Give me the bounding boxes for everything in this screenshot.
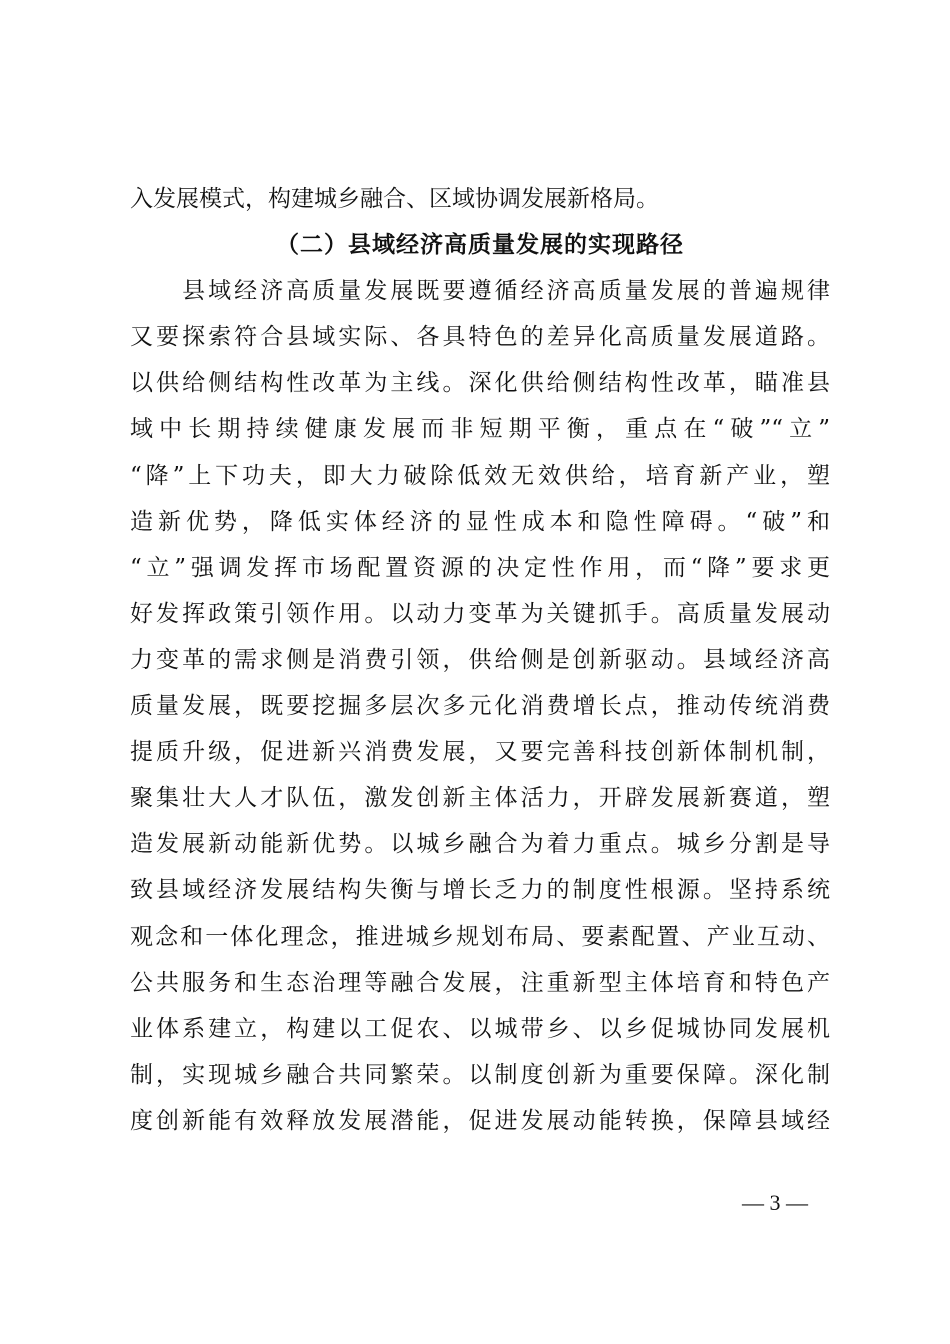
paragraph-line: 好发挥政策引领作用。以动力变革为关键抓手。高质量发展动 xyxy=(130,600,830,627)
paragraph-line: 县域经济高质量发展既要遵循经济高质量发展的普遍规律 xyxy=(130,278,830,305)
paragraph-line: “降”上下功夫，即大力破除低效无效供给，培育新产业，塑 xyxy=(130,462,830,489)
body-text xyxy=(130,176,830,1144)
paragraph-line: 业体系建立，构建以工促农、以城带乡、以乡促城协同发展机 xyxy=(130,1015,830,1042)
paragraph-line: 聚集壮大人才队伍，激发创新主体活力，开辟发展新赛道，塑 xyxy=(130,785,830,812)
paragraph-line: 以供给侧结构性改革为主线。深化供给侧结构性改革，瞄准县 xyxy=(130,370,830,397)
paragraph-line: 造发展新动能新优势。以城乡融合为着力重点。城乡分割是导 xyxy=(130,831,830,858)
paragraph-line: 质量发展，既要挖掘多层次多元化消费增长点，推动传统消费 xyxy=(130,693,830,720)
paragraph-line: “立”强调发挥市场配置资源的决定性作用，而“降”要求更 xyxy=(130,554,830,581)
paragraph-line: 域中长期持续健康发展而非短期平衡，重点在“破”“立” xyxy=(130,416,830,443)
paragraph-line: 观念和一体化理念，推进城乡规划布局、要素配置、产业互动、 xyxy=(130,923,830,950)
paragraph-line: 致县域经济发展结构失衡与增长乏力的制度性根源。坚持系统 xyxy=(130,877,830,904)
paragraph-line: 力变革的需求侧是消费引领，供给侧是创新驱动。县域经济高 xyxy=(130,646,830,673)
paragraph-line: 入发展模式，构建城乡融合、区域协调发展新格局。 xyxy=(130,186,659,212)
paragraph-line: 公共服务和生态治理等融合发展，注重新型主体培育和特色产 xyxy=(130,969,830,996)
paragraph-line: 度创新能有效释放发展潜能，促进发展动能转换，保障县域经 xyxy=(130,1107,830,1134)
paragraph-line: 造新优势，降低实体经济的显性成本和隐性障碍。“破”和 xyxy=(130,508,830,535)
paragraph-line: 制，实现城乡融合共同繁荣。以制度创新为重要保障。深化制 xyxy=(130,1061,830,1088)
paragraph-line: 又要探索符合县域实际、各具特色的差异化高质量发展道路。 xyxy=(130,324,830,351)
section-heading: （二）县域经济高质量发展的实现路径 xyxy=(276,231,684,259)
paragraph-line: 提质升级，促进新兴消费发展，又要完善科技创新体制机制， xyxy=(130,739,830,766)
page-number: — 3 — xyxy=(742,1190,808,1215)
